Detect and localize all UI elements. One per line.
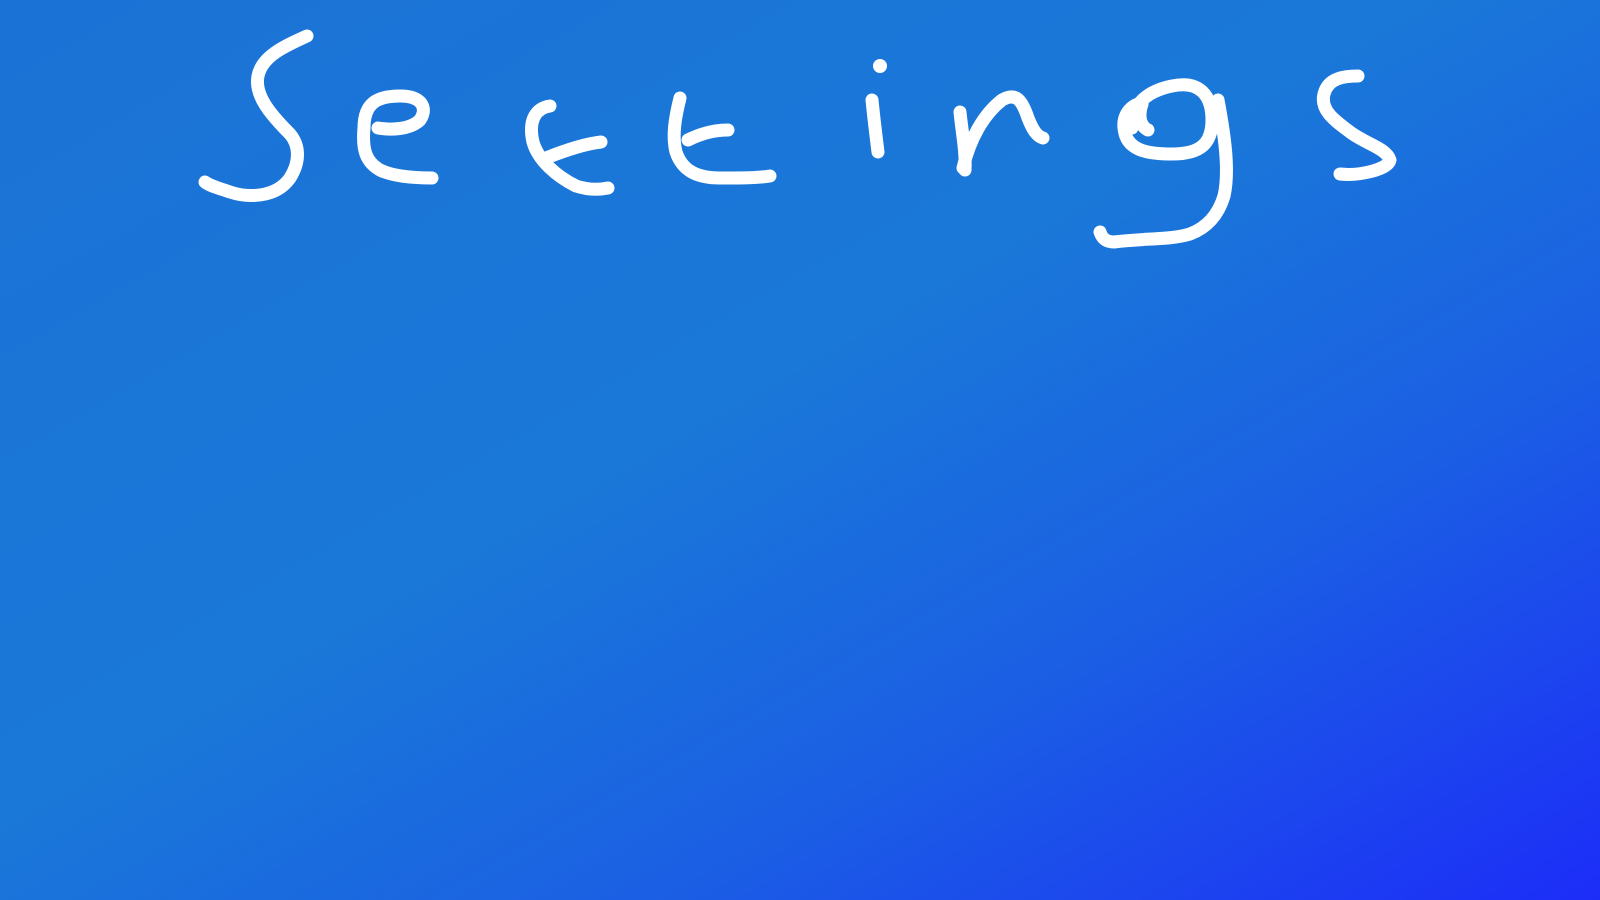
letter-s: [205, 36, 307, 195]
letter-t2-cross: [688, 130, 728, 140]
letter-t1-cross: [546, 142, 601, 158]
letter-g-inner: [1140, 104, 1148, 130]
letter-n-arch: [963, 97, 1043, 168]
letter-i-stem: [872, 100, 878, 152]
page-title: [190, 20, 1430, 260]
letter-e: [364, 96, 432, 178]
handwritten-title-graphic: [190, 20, 1430, 260]
letter-s2: [1323, 76, 1390, 174]
letter-i-dot: [873, 59, 887, 73]
